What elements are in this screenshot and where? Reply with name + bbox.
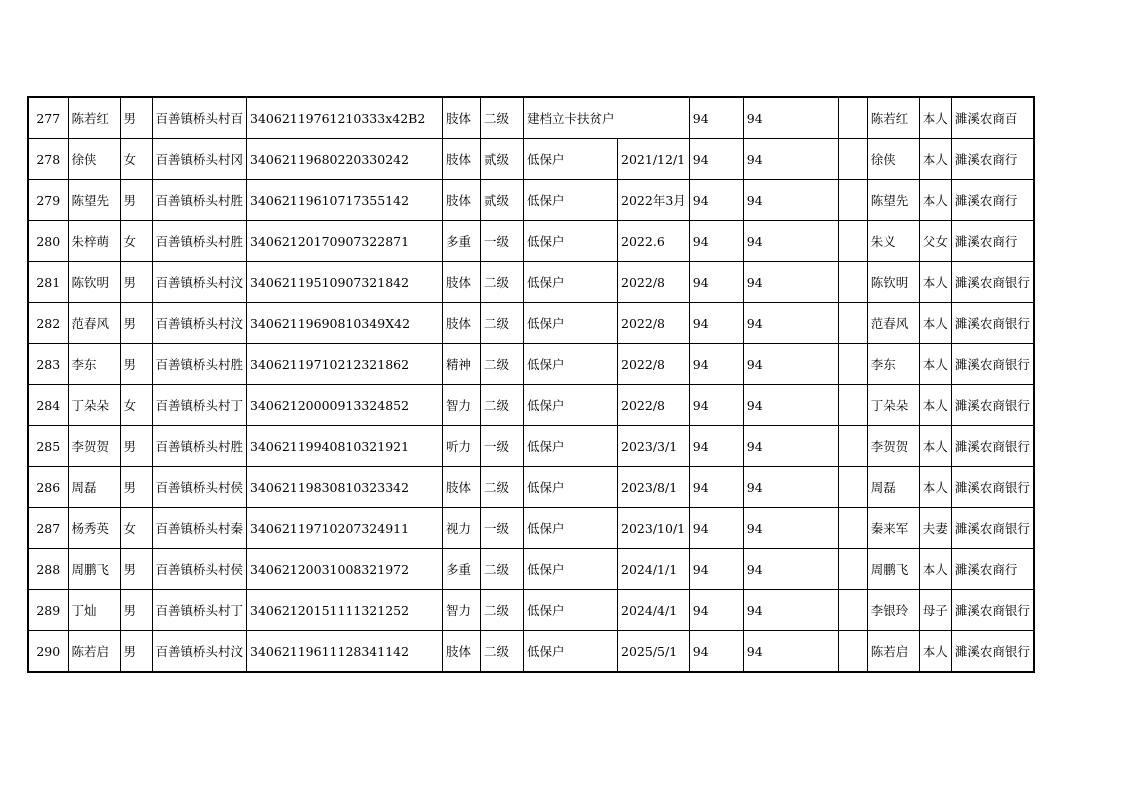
id-number-cell: 34062119510907321842 bbox=[247, 262, 443, 303]
amount-cell: 94 bbox=[743, 385, 838, 426]
sex-cell: 男 bbox=[120, 426, 152, 467]
date-cell: 2024/1/1 bbox=[618, 549, 690, 590]
id-number-cell: 34062120170907322871 bbox=[247, 221, 443, 262]
date-cell: 2022/8 bbox=[618, 385, 690, 426]
amount-cell: 94 bbox=[689, 467, 743, 508]
row-number: 290 bbox=[28, 631, 68, 673]
blank-cell bbox=[838, 221, 867, 262]
address-cell: 百善镇桥头村胜 bbox=[152, 426, 247, 467]
roster-table bbox=[27, 96, 1035, 673]
relation-cell: 本人 bbox=[919, 139, 951, 180]
table-row bbox=[28, 467, 1034, 508]
relation-cell: 本人 bbox=[919, 385, 951, 426]
bank-cell: 濉溪农商行 bbox=[951, 549, 1034, 590]
address-cell: 百善镇桥头村侯 bbox=[152, 467, 247, 508]
bank-cell: 濉溪农商行 bbox=[951, 139, 1034, 180]
disability-level-cell: 二级 bbox=[481, 344, 524, 385]
roster-sheet bbox=[27, 96, 1035, 673]
sex-cell: 男 bbox=[120, 631, 152, 673]
blank-cell bbox=[838, 385, 867, 426]
row-number: 277 bbox=[28, 97, 68, 139]
person-name: 丁朵朵 bbox=[68, 385, 120, 426]
disability-type-cell: 肢体 bbox=[443, 303, 481, 344]
category-cell: 低保户 bbox=[524, 426, 618, 467]
address-cell: 百善镇桥头村胜 bbox=[152, 221, 247, 262]
sex-cell: 男 bbox=[120, 180, 152, 221]
disability-level-cell: 二级 bbox=[481, 631, 524, 673]
table-row bbox=[28, 385, 1034, 426]
disability-level-cell: 贰级 bbox=[481, 180, 524, 221]
payee-name-cell: 李贺贺 bbox=[867, 426, 919, 467]
address-cell: 百善镇桥头村丁 bbox=[152, 590, 247, 631]
disability-level-cell: 一级 bbox=[481, 508, 524, 549]
disability-level-cell: 一级 bbox=[481, 221, 524, 262]
person-name: 丁灿 bbox=[68, 590, 120, 631]
address-cell: 百善镇桥头村百 bbox=[152, 97, 247, 139]
payee-name-cell: 陈若启 bbox=[867, 631, 919, 673]
blank-cell bbox=[838, 303, 867, 344]
bank-cell: 濉溪农商银行 bbox=[951, 344, 1034, 385]
table-row bbox=[28, 590, 1034, 631]
disability-type-cell: 肢体 bbox=[443, 467, 481, 508]
blank-cell bbox=[838, 262, 867, 303]
sex-cell: 女 bbox=[120, 385, 152, 426]
category-cell: 低保户 bbox=[524, 262, 618, 303]
disability-level-cell: 二级 bbox=[481, 97, 524, 139]
person-name: 朱梓萌 bbox=[68, 221, 120, 262]
table-row bbox=[28, 262, 1034, 303]
category-cell: 低保户 bbox=[524, 221, 618, 262]
relation-cell: 本人 bbox=[919, 180, 951, 221]
row-number: 280 bbox=[28, 221, 68, 262]
row-number: 287 bbox=[28, 508, 68, 549]
sex-cell: 男 bbox=[120, 97, 152, 139]
person-name: 杨秀英 bbox=[68, 508, 120, 549]
disability-type-cell: 智力 bbox=[443, 385, 481, 426]
table-row bbox=[28, 97, 1034, 139]
date-cell: 2024/4/1 bbox=[618, 590, 690, 631]
date-cell: 2022/8 bbox=[618, 344, 690, 385]
id-number-cell: 34062119710212321862 bbox=[247, 344, 443, 385]
amount-cell: 94 bbox=[689, 426, 743, 467]
disability-type-cell: 听力 bbox=[443, 426, 481, 467]
relation-cell: 本人 bbox=[919, 344, 951, 385]
address-cell: 百善镇桥头村冈 bbox=[152, 139, 247, 180]
amount-cell: 94 bbox=[743, 549, 838, 590]
amount-cell: 94 bbox=[689, 97, 743, 139]
date-cell: 2022.6 bbox=[618, 221, 690, 262]
id-number-cell: 34062120000913324852 bbox=[247, 385, 443, 426]
blank-cell bbox=[838, 590, 867, 631]
amount-cell: 94 bbox=[689, 221, 743, 262]
id-number-cell: 34062119761210333x42B2 bbox=[247, 97, 443, 139]
category-cell: 低保户 bbox=[524, 180, 618, 221]
relation-cell: 本人 bbox=[919, 426, 951, 467]
date-cell: 2023/10/1 bbox=[618, 508, 690, 549]
row-number: 288 bbox=[28, 549, 68, 590]
disability-type-cell: 多重 bbox=[443, 549, 481, 590]
table-row bbox=[28, 221, 1034, 262]
person-name: 徐侠 bbox=[68, 139, 120, 180]
table-row bbox=[28, 426, 1034, 467]
id-number-cell: 34062119830810323342 bbox=[247, 467, 443, 508]
address-cell: 百善镇桥头村汶 bbox=[152, 303, 247, 344]
disability-type-cell: 肢体 bbox=[443, 262, 481, 303]
row-number: 286 bbox=[28, 467, 68, 508]
bank-cell: 濉溪农商银行 bbox=[951, 508, 1034, 549]
amount-cell: 94 bbox=[689, 344, 743, 385]
id-number-cell: 34062119610717355142 bbox=[247, 180, 443, 221]
date-cell: 2022/8 bbox=[618, 262, 690, 303]
blank-cell bbox=[838, 139, 867, 180]
amount-cell: 94 bbox=[743, 590, 838, 631]
disability-level-cell: 贰级 bbox=[481, 139, 524, 180]
row-number: 283 bbox=[28, 344, 68, 385]
table-row bbox=[28, 508, 1034, 549]
bank-cell: 濉溪农商银行 bbox=[951, 590, 1034, 631]
payee-name-cell: 范春风 bbox=[867, 303, 919, 344]
category-cell: 低保户 bbox=[524, 508, 618, 549]
disability-type-cell: 视力 bbox=[443, 508, 481, 549]
date-cell: 2021/12/1 bbox=[618, 139, 690, 180]
row-number: 278 bbox=[28, 139, 68, 180]
payee-name-cell: 陈钦明 bbox=[867, 262, 919, 303]
payee-name-cell: 陈若红 bbox=[867, 97, 919, 139]
person-name: 周磊 bbox=[68, 467, 120, 508]
table-row bbox=[28, 139, 1034, 180]
table-row bbox=[28, 631, 1034, 673]
address-cell: 百善镇桥头村汶 bbox=[152, 631, 247, 673]
blank-cell bbox=[838, 508, 867, 549]
table-row bbox=[28, 303, 1034, 344]
relation-cell: 本人 bbox=[919, 262, 951, 303]
relation-cell: 本人 bbox=[919, 97, 951, 139]
payee-name-cell: 秦来军 bbox=[867, 508, 919, 549]
amount-cell: 94 bbox=[689, 180, 743, 221]
amount-cell: 94 bbox=[689, 590, 743, 631]
blank-cell bbox=[838, 180, 867, 221]
sex-cell: 女 bbox=[120, 221, 152, 262]
blank-cell bbox=[838, 344, 867, 385]
disability-level-cell: 二级 bbox=[481, 385, 524, 426]
bank-cell: 濉溪农商银行 bbox=[951, 303, 1034, 344]
person-name: 范春风 bbox=[68, 303, 120, 344]
relation-cell: 本人 bbox=[919, 303, 951, 344]
id-number-cell: 34062119940810321921 bbox=[247, 426, 443, 467]
category-cell: 低保户 bbox=[524, 549, 618, 590]
row-number: 279 bbox=[28, 180, 68, 221]
id-number-cell: 34062120031008321972 bbox=[247, 549, 443, 590]
amount-cell: 94 bbox=[743, 262, 838, 303]
payee-name-cell: 李银玲 bbox=[867, 590, 919, 631]
sex-cell: 男 bbox=[120, 549, 152, 590]
bank-cell: 濉溪农商行 bbox=[951, 180, 1034, 221]
date-cell: 2022/8 bbox=[618, 303, 690, 344]
amount-cell: 94 bbox=[689, 262, 743, 303]
amount-cell: 94 bbox=[743, 631, 838, 673]
category-cell: 低保户 bbox=[524, 467, 618, 508]
payee-name-cell: 朱义 bbox=[867, 221, 919, 262]
amount-cell: 94 bbox=[743, 344, 838, 385]
table-row bbox=[28, 549, 1034, 590]
payee-name-cell: 陈望先 bbox=[867, 180, 919, 221]
amount-cell: 94 bbox=[689, 139, 743, 180]
date-cell: 2023/8/1 bbox=[618, 467, 690, 508]
disability-level-cell: 二级 bbox=[481, 303, 524, 344]
address-cell: 百善镇桥头村胜 bbox=[152, 344, 247, 385]
blank-cell bbox=[838, 97, 867, 139]
disability-level-cell: 二级 bbox=[481, 467, 524, 508]
disability-type-cell: 智力 bbox=[443, 590, 481, 631]
id-number-cell: 34062119680220330242 bbox=[247, 139, 443, 180]
category-cell: 低保户 bbox=[524, 344, 618, 385]
amount-cell: 94 bbox=[743, 426, 838, 467]
amount-cell: 94 bbox=[743, 180, 838, 221]
amount-cell: 94 bbox=[743, 221, 838, 262]
disability-level-cell: 二级 bbox=[481, 549, 524, 590]
disability-level-cell: 二级 bbox=[481, 590, 524, 631]
category-cell: 低保户 bbox=[524, 303, 618, 344]
relation-cell: 父女 bbox=[919, 221, 951, 262]
bank-cell: 濉溪农商百 bbox=[951, 97, 1034, 139]
category-cell: 低保户 bbox=[524, 631, 618, 673]
amount-cell: 94 bbox=[689, 303, 743, 344]
date-cell: 2023/3/1 bbox=[618, 426, 690, 467]
date-cell: 2025/5/1 bbox=[618, 631, 690, 673]
date-cell: 2022年3月 bbox=[618, 180, 690, 221]
payee-name-cell: 丁朵朵 bbox=[867, 385, 919, 426]
category-cell: 低保户 bbox=[524, 385, 618, 426]
amount-cell: 94 bbox=[743, 467, 838, 508]
category-cell: 低保户 bbox=[524, 139, 618, 180]
id-number-cell: 34062119710207324911 bbox=[247, 508, 443, 549]
row-number: 282 bbox=[28, 303, 68, 344]
disability-level-cell: 二级 bbox=[481, 262, 524, 303]
relation-cell: 本人 bbox=[919, 549, 951, 590]
row-number: 281 bbox=[28, 262, 68, 303]
id-number-cell: 34062120151111321252 bbox=[247, 590, 443, 631]
amount-cell: 94 bbox=[689, 549, 743, 590]
disability-type-cell: 肢体 bbox=[443, 631, 481, 673]
sex-cell: 男 bbox=[120, 303, 152, 344]
sex-cell: 男 bbox=[120, 467, 152, 508]
bank-cell: 濉溪农商银行 bbox=[951, 631, 1034, 673]
relation-cell: 夫妻 bbox=[919, 508, 951, 549]
table-row bbox=[28, 180, 1034, 221]
row-number: 285 bbox=[28, 426, 68, 467]
row-number: 284 bbox=[28, 385, 68, 426]
address-cell: 百善镇桥头村侯 bbox=[152, 549, 247, 590]
blank-cell bbox=[838, 549, 867, 590]
id-number-cell: 34062119690810349X42 bbox=[247, 303, 443, 344]
person-name: 周鹏飞 bbox=[68, 549, 120, 590]
bank-cell: 濉溪农商银行 bbox=[951, 385, 1034, 426]
row-number: 289 bbox=[28, 590, 68, 631]
amount-cell: 94 bbox=[689, 631, 743, 673]
person-name: 陈望先 bbox=[68, 180, 120, 221]
address-cell: 百善镇桥头村丁 bbox=[152, 385, 247, 426]
amount-cell: 94 bbox=[743, 508, 838, 549]
bank-cell: 濉溪农商银行 bbox=[951, 426, 1034, 467]
sex-cell: 女 bbox=[120, 508, 152, 549]
person-name: 李贺贺 bbox=[68, 426, 120, 467]
payee-name-cell: 徐侠 bbox=[867, 139, 919, 180]
amount-cell: 94 bbox=[743, 97, 838, 139]
table-row bbox=[28, 344, 1034, 385]
person-name: 陈若红 bbox=[68, 97, 120, 139]
amount-cell: 94 bbox=[743, 303, 838, 344]
amount-cell: 94 bbox=[689, 385, 743, 426]
disability-type-cell: 多重 bbox=[443, 221, 481, 262]
bank-cell: 濉溪农商行 bbox=[951, 221, 1034, 262]
address-cell: 百善镇桥头村汶 bbox=[152, 262, 247, 303]
category-cell: 低保户 bbox=[524, 590, 618, 631]
relation-cell: 母子 bbox=[919, 590, 951, 631]
disability-type-cell: 肢体 bbox=[443, 97, 481, 139]
blank-cell bbox=[838, 467, 867, 508]
disability-type-cell: 肢体 bbox=[443, 180, 481, 221]
blank-cell bbox=[838, 631, 867, 673]
sex-cell: 男 bbox=[120, 344, 152, 385]
relation-cell: 本人 bbox=[919, 631, 951, 673]
amount-cell: 94 bbox=[743, 139, 838, 180]
address-cell: 百善镇桥头村胜 bbox=[152, 180, 247, 221]
payee-name-cell: 周鹏飞 bbox=[867, 549, 919, 590]
person-name: 李东 bbox=[68, 344, 120, 385]
sex-cell: 女 bbox=[120, 139, 152, 180]
relation-cell: 本人 bbox=[919, 467, 951, 508]
disability-type-cell: 肢体 bbox=[443, 139, 481, 180]
sex-cell: 男 bbox=[120, 590, 152, 631]
payee-name-cell: 周磊 bbox=[867, 467, 919, 508]
payee-name-cell: 李东 bbox=[867, 344, 919, 385]
disability-level-cell: 一级 bbox=[481, 426, 524, 467]
person-name: 陈钦明 bbox=[68, 262, 120, 303]
address-cell: 百善镇桥头村秦 bbox=[152, 508, 247, 549]
bank-cell: 濉溪农商银行 bbox=[951, 467, 1034, 508]
sex-cell: 男 bbox=[120, 262, 152, 303]
id-number-cell: 34062119611128341142 bbox=[247, 631, 443, 673]
person-name: 陈若启 bbox=[68, 631, 120, 673]
blank-cell bbox=[838, 426, 867, 467]
bank-cell: 濉溪农商银行 bbox=[951, 262, 1034, 303]
amount-cell: 94 bbox=[689, 508, 743, 549]
date-cell bbox=[618, 97, 690, 139]
category-cell: 建档立卡扶贫户 bbox=[524, 97, 618, 139]
disability-type-cell: 精神 bbox=[443, 344, 481, 385]
